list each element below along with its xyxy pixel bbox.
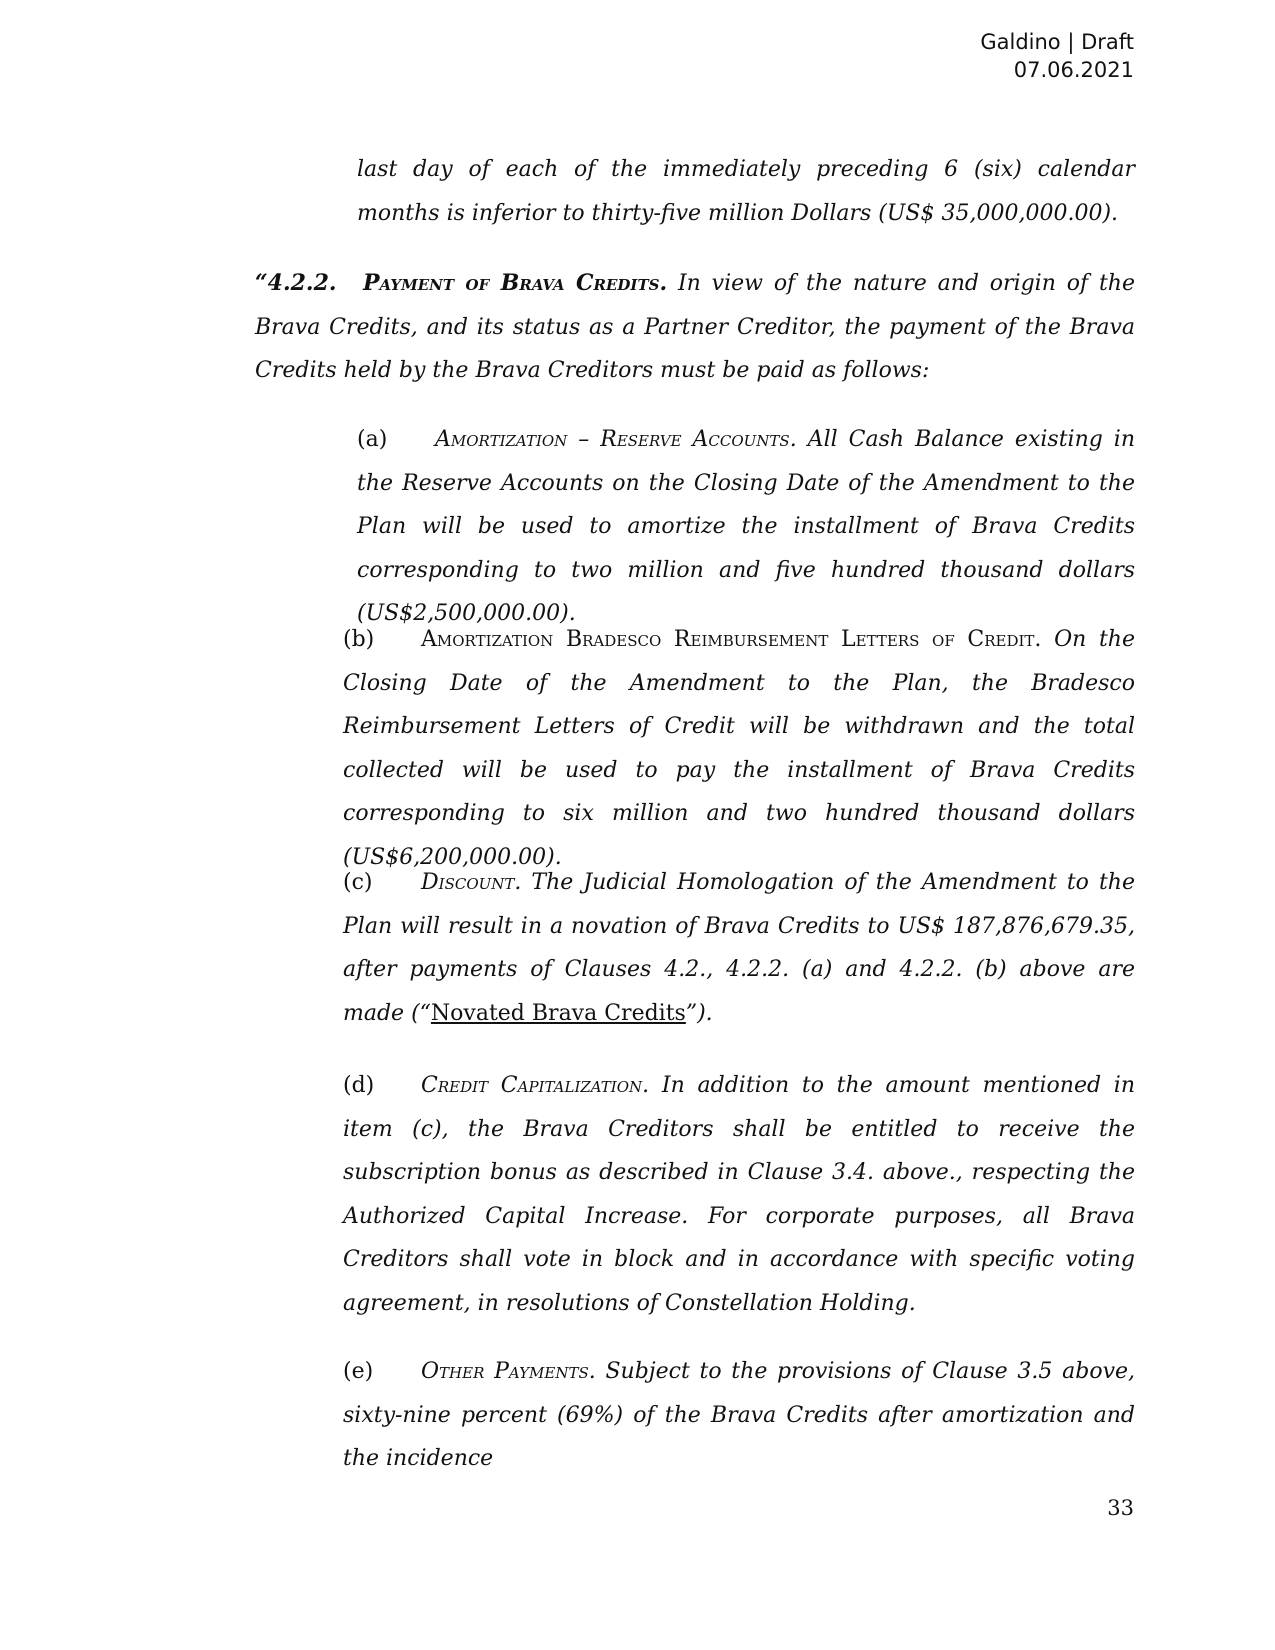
item-b-text: On the Closing Date of the Amendment to the Plan, the Bradesco Reimbursement Letters of Credit will be withdrawn and the total collected will be used to pay the installment of Brava Credits corresponding to six million and two hundred thousand dollars (US$6,200,000.00).	[343, 627, 1135, 870]
item-c-heading: Discount.	[421, 870, 522, 895]
document-header	[980, 28, 1134, 84]
item-d-letter: (d)	[343, 1073, 375, 1098]
item-d-text: In addition to the amount mentioned in item (c), the Brava Creditors shall be entitled to receive the subscription bonus as described in Clause 3.4. above., respecting the Authorized Capital Increase. For corporate purposes, all Brava Creditors shall vote in block and in accordance with specific voting agreement, in resolutions of Constellation Holding.	[343, 1073, 1135, 1316]
page-number: 33	[1107, 1496, 1134, 1520]
clause-4-2-2	[255, 262, 1135, 393]
item-e-text: Subject to the provisions of Clause 3.5 above, sixty-nine percent (69%) of the Brava Credits after amortization and the incidence	[343, 1359, 1136, 1471]
header-author-status: Galdino | Draft	[980, 30, 1134, 54]
item-c-text-end: ”).	[685, 1000, 713, 1026]
item-c	[343, 861, 1135, 1035]
continuation-paragraph: last day of each of the immediately preceding 6 (six) calendar months is inferior to thirty-five million Dollars (US$ 35,000,000.00).	[357, 157, 1135, 226]
defined-term-novated-brava-credits: Novated Brava Credits	[430, 1000, 686, 1026]
header-date: 07.06.2021	[1013, 58, 1134, 82]
item-a-letter: (a)	[357, 427, 388, 452]
item-a	[357, 418, 1135, 636]
item-a-heading: Amortization – Reserve Accounts.	[435, 427, 797, 452]
item-d-heading: Credit Capitalization.	[421, 1073, 650, 1098]
item-b-letter: (b)	[343, 627, 375, 652]
item-b	[343, 618, 1135, 879]
item-b-heading: Amortization Bradesco Reimbursement Letters of Credit.	[421, 627, 1042, 652]
clause-heading: Payment of Brava Credits.	[363, 270, 668, 296]
item-c-text: The Judicial Homologation of the Amendment to the Plan will result in a novation of Brava Credits to US$ 187,876,679.35, after payments of Clauses 4.2., 4.2.2. (a) and 4.2.2. (b) above are made (“	[343, 870, 1135, 1026]
item-e-heading: Other Payments.	[421, 1359, 596, 1384]
clause-text: In view of the nature and origin of the Brava Credits, and its status as a Partner Creditor, the payment of the Brava Credits held by the Brava Creditors must be paid as follows:	[255, 271, 1135, 383]
item-e-letter: (e)	[343, 1359, 374, 1384]
clause-number: “4.2.2.	[255, 270, 337, 296]
item-a-text: All Cash Balance existing in the Reserve Accounts on the Closing Date of the Amendment to the Plan will be used to amortize the installment of Brava Credits corresponding to two million and five hundred thousand dollars (US$2,500,000.00).	[357, 427, 1136, 626]
item-e	[343, 1350, 1135, 1481]
item-c-letter: (c)	[343, 870, 373, 895]
item-d	[343, 1064, 1135, 1325]
